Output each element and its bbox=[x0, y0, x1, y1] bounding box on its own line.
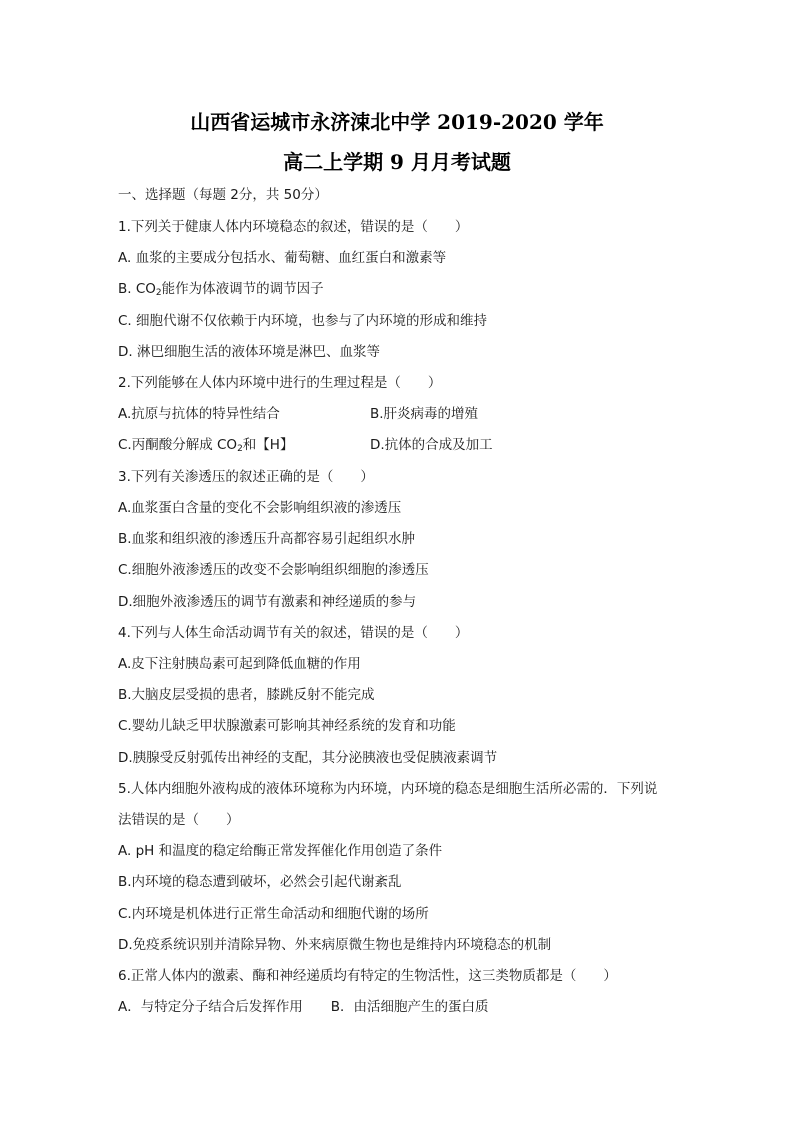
question-1-option-b-pre: B. CO bbox=[118, 281, 156, 297]
question-3-option-a: A.血浆蛋白含量的变化不会影响组织液的渗透压 bbox=[118, 500, 402, 516]
question-2-option-c-pre: C.丙酮酸分解成 CO bbox=[118, 437, 238, 453]
question-5-stem-line-1: 5.人体内细胞外液构成的液体环境称为内环境，内环境的稳态是细胞生活所必需的．下列说 bbox=[118, 781, 658, 797]
question-1-option-b-post: 能作为体液调节的调节因子 bbox=[161, 281, 324, 297]
question-5-option-b: B.内环境的稳态遭到破坏，必然会引起代谢紊乱 bbox=[118, 874, 402, 890]
question-4-option-c: C.婴幼儿缺乏甲状腺激素可影响其神经系统的发育和功能 bbox=[118, 718, 456, 734]
document-title-line-2: 高二上学期 9 月月考试题 bbox=[283, 150, 511, 174]
question-2-option-d: D.抗体的合成及加工 bbox=[370, 437, 493, 453]
question-2-stem: 2.下列能够在人体内环境中进行的生理过程是（ ） bbox=[118, 375, 442, 391]
question-2-option-c-subscript: 2 bbox=[237, 444, 243, 454]
question-5-option-d: D.免疫系统识别并清除异物、外来病原微生物也是维持内环境稳态的机制 bbox=[118, 937, 552, 953]
question-4-option-a: A.皮下注射胰岛素可起到降低血糖的作用 bbox=[118, 656, 361, 672]
question-5-stem-line-2: 法错误的是（ ） bbox=[118, 812, 240, 828]
question-2-option-b: B.肝炎病毒的增殖 bbox=[370, 406, 479, 422]
question-5-option-a: A. pH 和温度的稳定给酶正常发挥催化作用创造了条件 bbox=[118, 843, 443, 859]
question-2-option-a: A.抗原与抗体的特异性结合 bbox=[118, 406, 280, 422]
question-1-stem: 1.下列关于健康人体内环境稳态的叙述，错误的是（ ） bbox=[118, 219, 469, 235]
question-4-option-d: D.胰腺受反射弧传出神经的支配，其分泌胰液也受促胰液素调节 bbox=[118, 750, 498, 766]
question-2-option-c-post: 和【H】 bbox=[242, 437, 294, 453]
question-4-stem: 4.下列与人体生命活动调节有关的叙述，错误的是（ ） bbox=[118, 625, 469, 641]
question-2-option-c bbox=[118, 437, 293, 453]
question-2-options-row-1 bbox=[118, 405, 678, 423]
question-1-option-b bbox=[118, 280, 324, 298]
question-6-option-b: B．由活细胞产生的蛋白质 bbox=[330, 999, 489, 1015]
question-3-option-c: C.细胞外液渗透压的改变不会影响组织细胞的渗透压 bbox=[118, 562, 429, 578]
question-3-option-d: D.细胞外液渗透压的调节有激素和神经递质的参与 bbox=[118, 594, 417, 610]
question-1-option-d: D. 淋巴细胞生活的液体环境是淋巴、血浆等 bbox=[118, 344, 380, 360]
question-6-stem: 6.正常人体内的激素、酶和神经递质均有特定的生物活性，这三类物质都是（ ） bbox=[118, 968, 617, 984]
question-4-option-b: B.大脑皮层受损的患者，膝跳反射不能完成 bbox=[118, 687, 375, 703]
question-5-option-c: C.内环境是机体进行正常生命活动和细胞代谢的场所 bbox=[118, 906, 429, 922]
question-2-options-row-2 bbox=[118, 436, 678, 454]
document-title-line-1: 山西省运城市永济涑北中学 2019-2020 学年 bbox=[190, 110, 604, 134]
question-1-option-b-subscript: 2 bbox=[155, 288, 162, 298]
question-1-option-a: A. 血浆的主要成分包括水、葡萄糖、血红蛋白和激素等 bbox=[118, 250, 447, 266]
question-3-option-b: B.血浆和组织液的渗透压升高都容易引起组织水肿 bbox=[118, 531, 416, 547]
question-6-option-a: A．与特定分子结合后发挥作用 bbox=[118, 999, 303, 1015]
question-1-option-c: C. 细胞代谢不仅依赖于内环境，也参与了内环境的形成和维持 bbox=[118, 313, 488, 329]
question-3-stem: 3.下列有关渗透压的叙述正确的是（ ） bbox=[118, 469, 374, 485]
section-heading: 一、选择题（每题 2分，共 50分） bbox=[118, 187, 328, 203]
question-6-options-row-1 bbox=[118, 998, 489, 1016]
